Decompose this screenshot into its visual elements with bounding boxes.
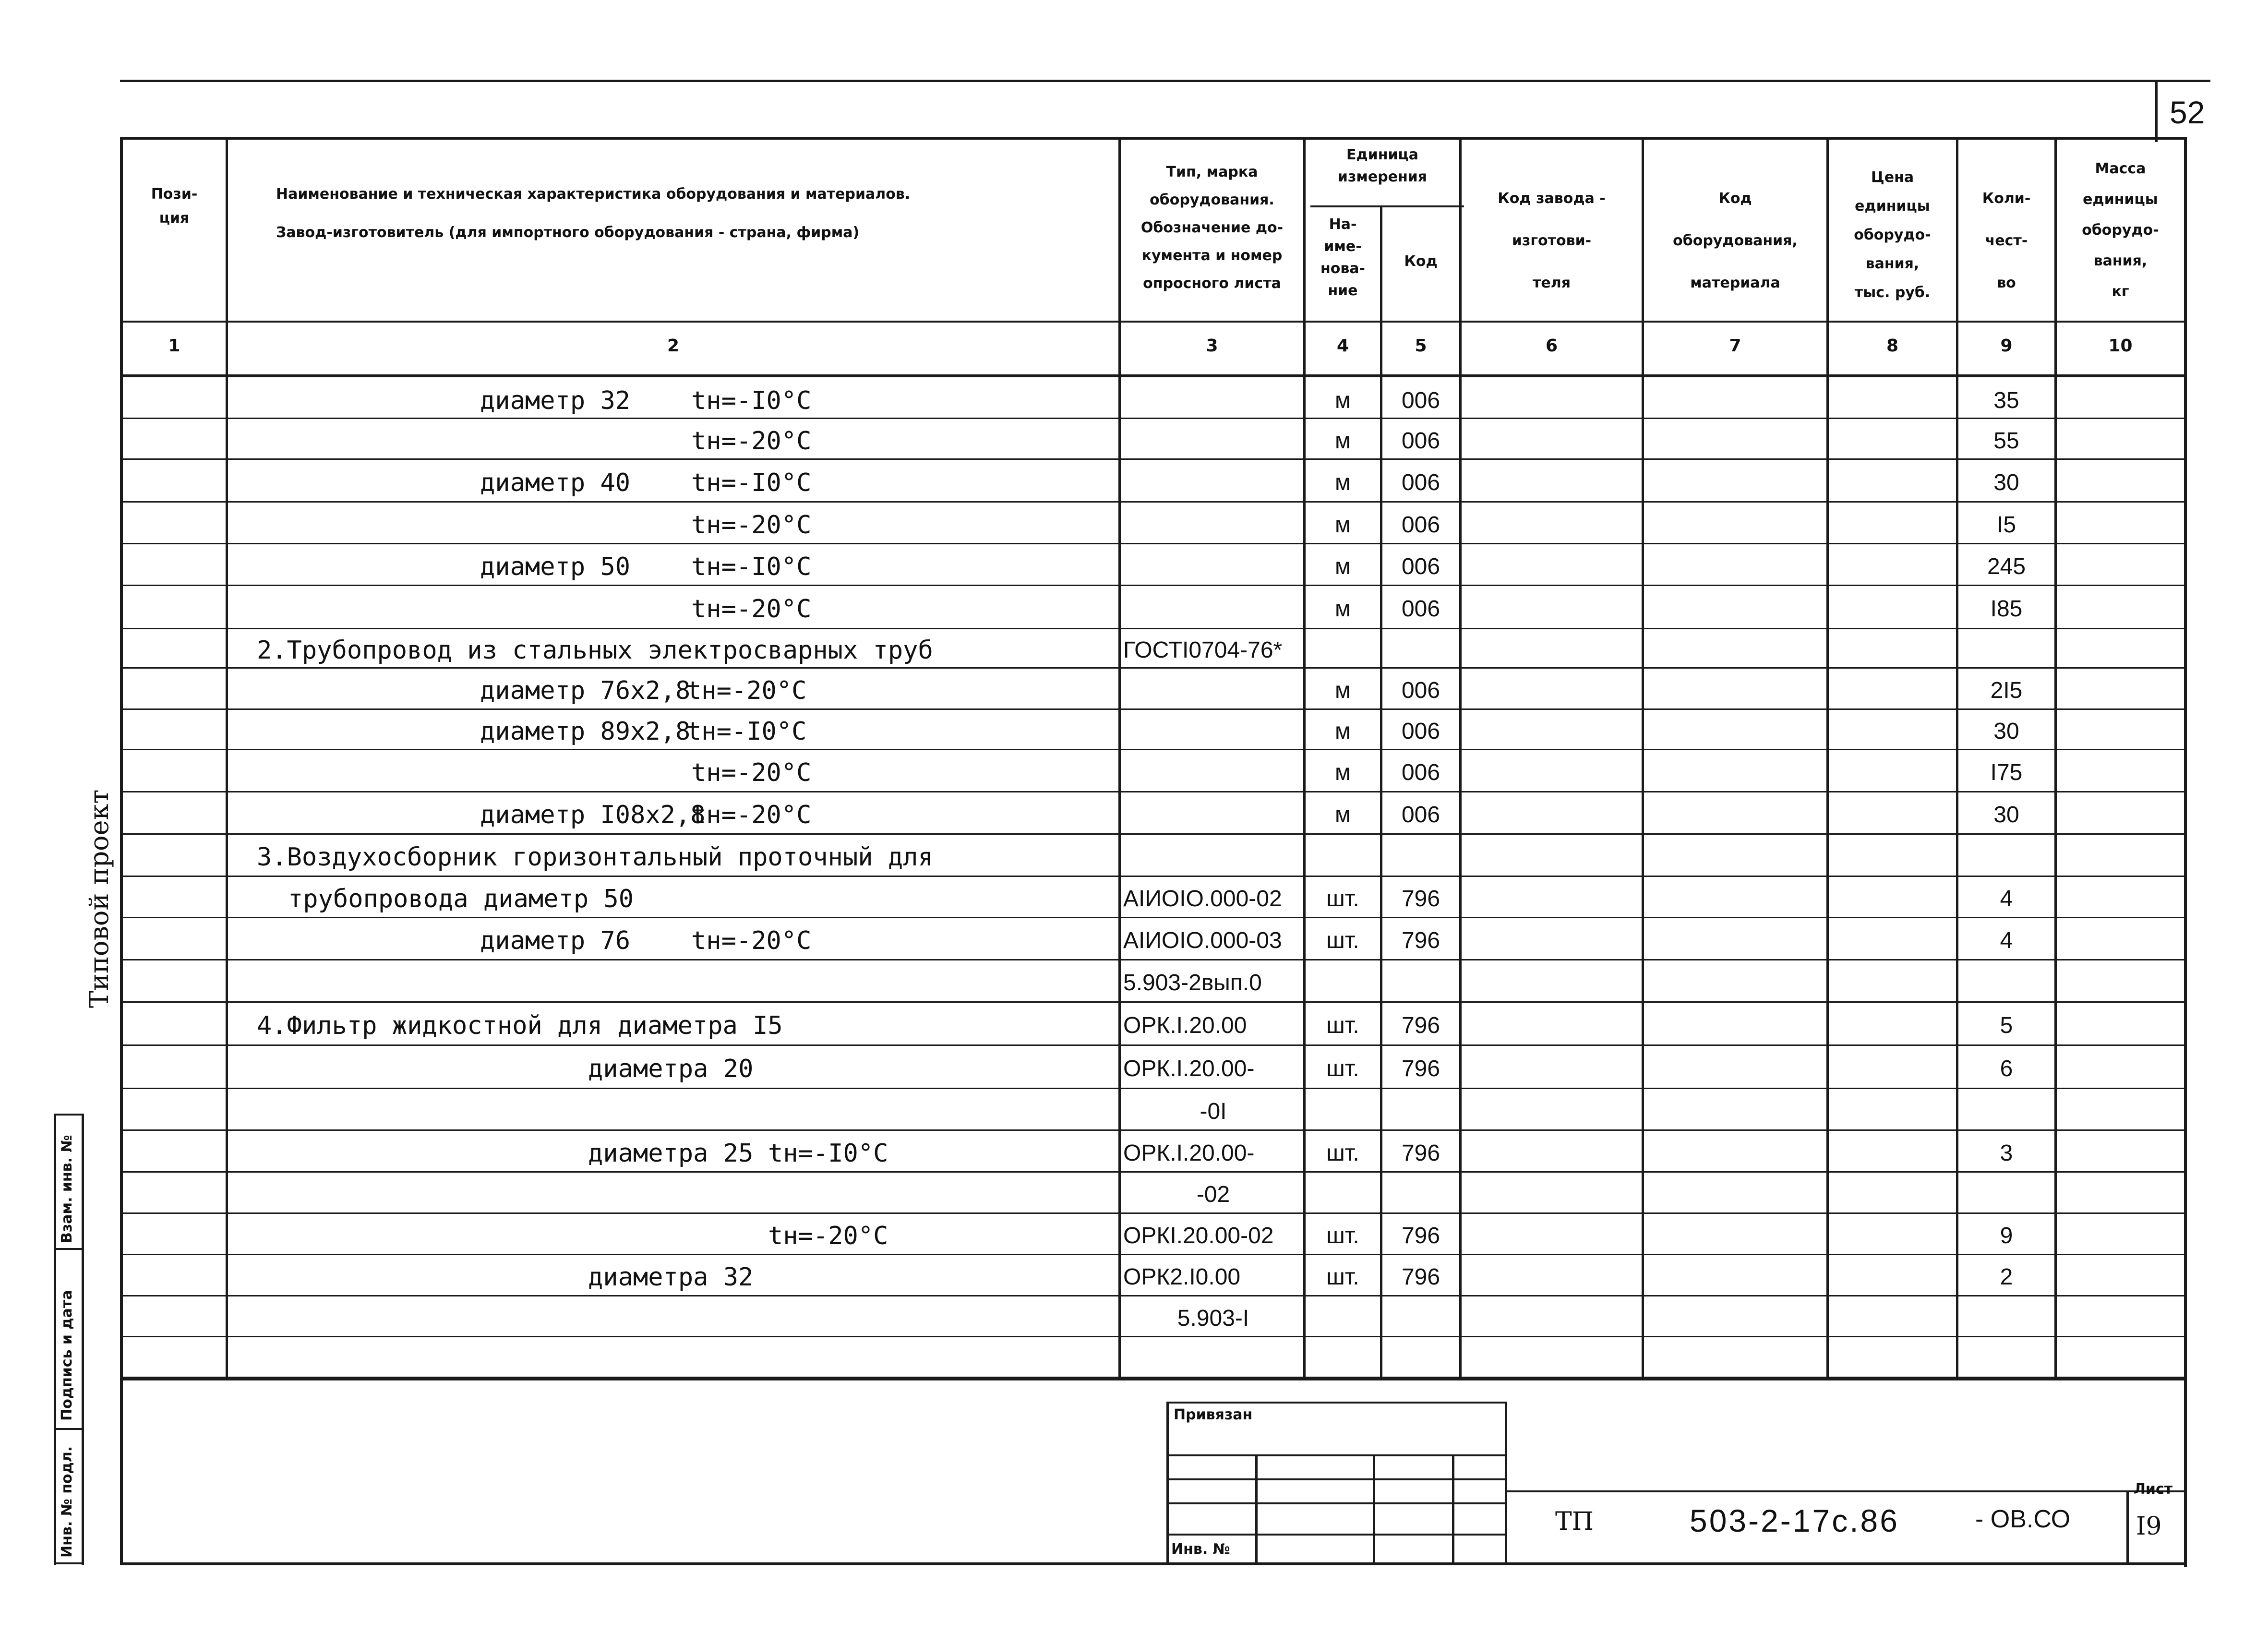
row-divider bbox=[120, 959, 2186, 960]
sheet-number: 52 bbox=[2170, 95, 2205, 130]
row-unit-code: 006 bbox=[1401, 469, 1440, 495]
row-type-document: 5.903-2вып.0 bbox=[1123, 970, 1262, 996]
row-type-document: 5.903-I bbox=[1177, 1305, 1249, 1331]
row-unit-name: шт. bbox=[1326, 1264, 1359, 1290]
row-unit-code: 796 bbox=[1401, 1013, 1440, 1038]
row-unit-name: м bbox=[1335, 553, 1351, 579]
row-quantity: 30 bbox=[1993, 802, 2019, 828]
row-divider bbox=[120, 791, 2186, 792]
row-name: трубопровода диаметр 50 bbox=[288, 885, 634, 913]
row-name: диаметр 40 bbox=[480, 468, 631, 497]
header-unit-group: Единица измерения bbox=[1337, 146, 1428, 185]
row-unit-name: м bbox=[1335, 719, 1351, 744]
row-unit-name: м bbox=[1335, 802, 1351, 828]
row-divider bbox=[120, 1044, 2186, 1046]
row-type-document: ОРК.I.20.00- bbox=[1123, 1056, 1255, 1081]
header-unit-code: Код bbox=[1404, 253, 1438, 270]
row-unit-code: 796 bbox=[1401, 1140, 1440, 1166]
row-divider bbox=[120, 833, 2186, 835]
row-unit-name: шт. bbox=[1326, 928, 1359, 953]
row-quantity: 55 bbox=[1993, 428, 2019, 454]
row-name: диаметр I08х2,8 bbox=[480, 801, 706, 829]
header-unit-name: На- име- нова- ние bbox=[1320, 216, 1366, 299]
title-inv-no: Инв. № bbox=[1171, 1541, 1230, 1558]
row-quantity: 2I5 bbox=[1990, 678, 2023, 703]
row-type-document: ГОСТI0704-76* bbox=[1123, 637, 1283, 663]
row-divider bbox=[120, 628, 2186, 629]
row-temperature: tн=-20°C bbox=[691, 510, 812, 540]
row-name: диаметр 50 bbox=[480, 552, 631, 581]
row-unit-code: 796 bbox=[1401, 928, 1440, 953]
row-temperature: tн=-I0°C bbox=[691, 552, 812, 581]
row-quantity: 35 bbox=[1993, 388, 2019, 413]
side-label-typical-project: Типовой проект bbox=[84, 789, 114, 1008]
stamp-label: Инв. № подл. bbox=[59, 1446, 75, 1558]
column-number: 5 bbox=[1415, 336, 1427, 356]
row-unit-code: 796 bbox=[1401, 1223, 1440, 1248]
row-quantity: 5 bbox=[2000, 1013, 2013, 1038]
row-temperature: tн=-I0°C bbox=[691, 468, 812, 497]
row-unit-name: шт. bbox=[1326, 886, 1359, 912]
row-name: 2.Трубопровод из стальных электросварных труб bbox=[257, 636, 933, 665]
row-name: диаметра 20 bbox=[588, 1055, 754, 1083]
title-sheet-label: Лист bbox=[2134, 1481, 2173, 1498]
row-divider bbox=[120, 418, 2186, 419]
row-unit-code: 006 bbox=[1401, 678, 1440, 703]
row-name: диаметр 32 bbox=[480, 386, 631, 415]
row-temperature: tн=-20°C bbox=[686, 676, 807, 705]
row-unit-code: 006 bbox=[1401, 388, 1440, 413]
column-number: 9 bbox=[2000, 336, 2013, 356]
row-name: диаметр 76х2,8 bbox=[480, 676, 691, 705]
row-quantity: I5 bbox=[1996, 512, 2016, 538]
row-unit-code: 006 bbox=[1401, 512, 1440, 538]
row-unit-name: м bbox=[1335, 596, 1351, 622]
row-quantity: 3 bbox=[2000, 1140, 2013, 1166]
row-unit-name: м bbox=[1335, 388, 1351, 413]
row-divider bbox=[120, 1212, 2186, 1214]
row-unit-name: м bbox=[1335, 469, 1351, 495]
header-quantity: Коли- чест- во bbox=[1982, 190, 2031, 291]
title-prefix: ТП bbox=[1555, 1507, 1594, 1536]
row-divider bbox=[120, 1129, 2186, 1131]
title-designation: 503-2-17с.86 bbox=[1690, 1503, 1899, 1538]
row-name: 4.Фильтр жидкостной для диаметра I5 bbox=[257, 1011, 783, 1040]
row-unit-name: шт. bbox=[1326, 1223, 1359, 1248]
row-type-document: ОРК2.I0.00 bbox=[1123, 1264, 1241, 1290]
row-unit-name: м bbox=[1335, 512, 1351, 538]
header-position: Пози- ция bbox=[151, 186, 198, 227]
row-quantity: 2 bbox=[2000, 1264, 2013, 1290]
row-unit-name: шт. bbox=[1326, 1140, 1359, 1166]
row-unit-code: 006 bbox=[1401, 802, 1440, 828]
row-temperature: tн=-I0°C bbox=[768, 1139, 888, 1168]
stamp-label: Взам. инв. № bbox=[59, 1135, 75, 1243]
row-name: диаметра 32 bbox=[588, 1263, 754, 1292]
title-privyazan: Привязан bbox=[1174, 1406, 1253, 1423]
header-equipment-code: Код оборудования, материала bbox=[1673, 190, 1798, 291]
stamp-label: Подпись и дата bbox=[59, 1290, 75, 1421]
row-unit-code: 006 bbox=[1401, 719, 1440, 744]
row-unit-name: м bbox=[1335, 760, 1351, 785]
row-quantity: 245 bbox=[1987, 553, 2026, 579]
row-divider bbox=[120, 667, 2186, 669]
row-divider bbox=[120, 1254, 2186, 1255]
column-number: 6 bbox=[1545, 336, 1558, 356]
row-type-document: ОРК.I.20.00 bbox=[1123, 1013, 1247, 1038]
header-mass: Масса единицы оборудо- вания, кг bbox=[2082, 160, 2159, 300]
row-temperature: tн=-20°C bbox=[691, 426, 812, 456]
row-divider bbox=[120, 501, 2186, 503]
row-unit-name: шт. bbox=[1326, 1013, 1359, 1038]
row-unit-code: 006 bbox=[1401, 760, 1440, 785]
column-number: 2 bbox=[667, 336, 680, 356]
row-unit-code: 006 bbox=[1401, 596, 1440, 622]
row-divider bbox=[120, 749, 2186, 750]
row-name: диаметр 76 bbox=[480, 926, 631, 955]
header-price: Цена единицы оборудо- вания, тыс. руб. bbox=[1854, 169, 1931, 301]
header-name: Наименование и техническая характеристика оборудования и материалов. Завод-изготовитель (для импортного оборудования - страна, фирма) bbox=[276, 186, 911, 241]
column-number: 7 bbox=[1729, 336, 1741, 356]
column-number: 4 bbox=[1336, 336, 1349, 356]
row-divider bbox=[120, 1295, 2186, 1296]
row-quantity: 4 bbox=[2000, 928, 2013, 953]
header-type: Тип, марка оборудования. Обозначение до- кумента и номер опросного листа bbox=[1140, 164, 1284, 292]
row-type-document: -02 bbox=[1196, 1182, 1230, 1207]
column-number: 1 bbox=[168, 336, 180, 356]
row-unit-name: м bbox=[1335, 428, 1351, 454]
row-quantity: 4 bbox=[2000, 886, 2013, 912]
row-name: диаметр 89х2,8 bbox=[480, 717, 691, 746]
row-divider bbox=[120, 1171, 2186, 1173]
row-type-document: АIИОIО.000-02 bbox=[1123, 886, 1282, 912]
row-unit-name: м bbox=[1335, 678, 1351, 703]
row-type-document: ОРК.I.20.00- bbox=[1123, 1140, 1255, 1166]
title-suffix: - ОВ.СО bbox=[1975, 1505, 2071, 1533]
row-type-document: АIИОIО.000-03 bbox=[1123, 928, 1282, 953]
row-divider bbox=[120, 708, 2186, 710]
row-divider bbox=[120, 1088, 2186, 1089]
row-temperature: tн=-20°C bbox=[691, 758, 812, 787]
row-divider bbox=[120, 1001, 2186, 1003]
row-quantity: I85 bbox=[1990, 596, 2023, 622]
row-name: 3.Воздухосборник горизонтальный проточный для bbox=[257, 843, 933, 872]
row-quantity: 30 bbox=[1993, 719, 2019, 744]
row-temperature: tн=-20°C bbox=[691, 595, 812, 624]
row-divider bbox=[120, 1377, 2186, 1378]
row-unit-code: 006 bbox=[1401, 553, 1440, 579]
column-number: 3 bbox=[1206, 336, 1218, 356]
row-temperature: tн=-20°C bbox=[691, 801, 812, 829]
row-temperature: tн=-I0°C bbox=[691, 386, 812, 415]
row-divider bbox=[120, 917, 2186, 918]
row-unit-code: 006 bbox=[1401, 428, 1440, 454]
row-unit-name: шт. bbox=[1326, 1056, 1359, 1081]
row-divider bbox=[120, 876, 2186, 877]
row-quantity: 9 bbox=[2000, 1223, 2013, 1248]
row-quantity: 6 bbox=[2000, 1056, 2013, 1081]
row-type-document: ОРКI.20.00-02 bbox=[1123, 1223, 1274, 1248]
row-temperature: tн=-I0°C bbox=[686, 717, 807, 746]
row-divider bbox=[120, 1336, 2186, 1337]
row-divider bbox=[120, 543, 2186, 544]
title-sheet-value: I9 bbox=[2136, 1512, 2162, 1541]
column-number: 8 bbox=[1886, 336, 1899, 356]
row-unit-code: 796 bbox=[1401, 1264, 1440, 1290]
row-divider bbox=[120, 458, 2186, 460]
row-name: диаметра 25 bbox=[588, 1139, 754, 1168]
row-temperature: tн=-20°C bbox=[768, 1222, 888, 1250]
header-factory-code: Код завода - изготови- теля bbox=[1498, 190, 1606, 291]
row-unit-code: 796 bbox=[1401, 886, 1440, 912]
column-number: 10 bbox=[2108, 336, 2133, 356]
row-unit-code: 796 bbox=[1401, 1056, 1440, 1081]
row-type-document: -0I bbox=[1200, 1098, 1227, 1124]
row-divider bbox=[120, 585, 2186, 586]
row-quantity: I75 bbox=[1990, 760, 2023, 785]
row-quantity: 30 bbox=[1993, 469, 2019, 495]
row-temperature: tн=-20°C bbox=[691, 926, 812, 955]
